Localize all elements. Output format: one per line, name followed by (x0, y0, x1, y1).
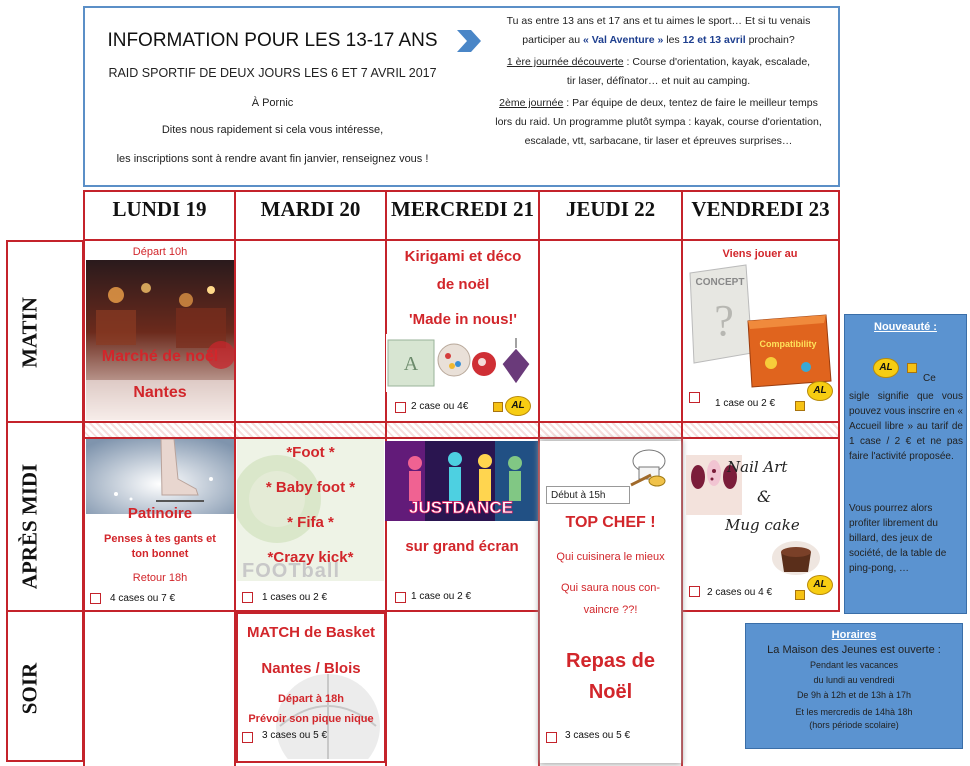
registration-checkbox[interactable] (90, 593, 101, 604)
text-fragment: prochain? (745, 34, 795, 46)
day-header-mercredi: MERCREDI 21 (385, 190, 540, 240)
nouveaute-text-2: Vous pourrez alors profiter librement du billard, des jeux de société, de la table de ping-pong, … (849, 503, 947, 574)
jeudi-am-line1: Qui cuisinera le mieux (556, 551, 665, 563)
chevron-right-icon (457, 30, 481, 52)
lundi-matin-title-city: Nantes (133, 384, 187, 401)
registration-checkbox[interactable] (242, 592, 253, 603)
lundi-am-price: 4 cases ou 7 € (110, 593, 176, 604)
football-watermark: FOOTball (242, 560, 340, 581)
info-right-line: escalade, vtt, sarbacane, tir laser et épreuves surprises… (524, 135, 793, 147)
text-fragment: les (663, 34, 683, 46)
registration-checkbox[interactable] (395, 592, 406, 603)
day-header-lundi: LUNDI 19 (83, 190, 236, 240)
mardi-soir-price: 3 cases ou 5 € (262, 730, 328, 741)
grid-line (681, 239, 683, 766)
vendredi-am-line2: & (757, 487, 772, 506)
nouveaute-panel (844, 314, 967, 614)
al-badge-icon: AL (873, 358, 899, 378)
info-right (480, 12, 837, 151)
grid-line (83, 239, 840, 241)
info-right-line: lors du raid. Un programme plutôt sympa : kayak, course d'orientation, (495, 116, 822, 128)
lundi-am-title: Patinoire (127, 505, 193, 522)
nouveaute-heading: Nouveauté : (874, 321, 937, 333)
registration-checkbox[interactable] (689, 586, 700, 597)
vendredi-am-line3: Mug cake (725, 516, 800, 534)
mardi-am-price: 1 cases ou 2 € (262, 592, 328, 603)
al-checkbox (907, 363, 917, 373)
mardi-am-line2: * Baby foot * (265, 479, 356, 496)
horaires-panel (745, 623, 963, 749)
nouveaute-text: sigle signifie que vous pouvez vous inscrire en « Accueil libre » au tarif de 1 case / 2 € et ne pas faire l'activité proposée. (849, 391, 963, 462)
info-right-line: Tu as entre 13 ans et 17 ans et tu aimes le sport… Et si tu venais (506, 15, 811, 27)
al-badge-icon: AL (807, 575, 833, 595)
text-fragment: participer au (522, 34, 583, 46)
info-title: INFORMATION POUR LES 13-17 ANS (107, 30, 438, 51)
vendredi-matin-lead: Viens jouer au (722, 248, 798, 260)
registration-checkbox[interactable] (242, 732, 253, 743)
registration-checkbox[interactable] (395, 402, 406, 413)
day-header-mardi: MARDI 20 (234, 190, 387, 240)
mardi-soir-title: MATCH de Basket (246, 624, 376, 641)
lundi-am-note: Penses à tes gants et (104, 533, 216, 545)
mardi-soir-depart: Départ à 18h (277, 693, 345, 705)
info-line2: les inscriptions sont à rendre avant fin janvier, renseignez vous ! (116, 153, 429, 165)
kirigami-photo (386, 334, 536, 392)
info-right-line: tir laser, défînator… et nuit au camping. (566, 75, 751, 87)
horaires-line2: du lundi au vendredi (813, 675, 895, 685)
mardi-am-line4: *Crazy kick* (267, 549, 354, 566)
event-dates: 12 et 13 avril (682, 34, 746, 46)
al-badge-icon: AL (807, 381, 833, 401)
text-fragment: : Par équipe de deux, tentez de faire le meilleur temps (563, 97, 818, 109)
grid-line (838, 239, 840, 611)
info-right-line (480, 94, 837, 113)
info-subtitle: RAID SPORTIF DE DEUX JOURS LES 6 ET 7 AVRIL 2017 (108, 66, 437, 80)
al-badge-icon: AL (505, 396, 531, 416)
mercredi-matin-subtitle: 'Made in nous!' (409, 311, 517, 328)
horaires-line1: Pendant les vacances (809, 660, 899, 670)
horaires-line3: De 9h à 12h et de 13h à 17h (796, 690, 912, 700)
jeudi-soir-title-2: Noël (588, 681, 633, 703)
vendredi-am-price: 2 cases ou 4 € (707, 587, 773, 598)
day2-label: 2ème journée (499, 97, 564, 109)
info-line1: Dites nous rapidement si cela vous intéresse, (161, 124, 384, 136)
mercredi-am-price: 1 case ou 2 € (411, 591, 472, 602)
just-dance-image (385, 441, 538, 521)
info-left (85, 8, 460, 185)
al-checkbox[interactable] (493, 402, 503, 412)
grid-line (83, 421, 840, 423)
period-label-apres-midi: APRÈS MIDI (17, 463, 42, 590)
jeudi-am-line2: Qui saura nous con- (560, 582, 661, 594)
event-name: « Val Aventure » (582, 34, 664, 46)
board-games-image (686, 263, 834, 393)
vendredi-matin-price: 1 case ou 2 € (715, 398, 776, 409)
horaires-heading: Horaires (831, 629, 877, 641)
chef-hat-icon (627, 447, 671, 489)
mercredi-am-title: sur grand écran (405, 538, 519, 555)
mercredi-matin-title: Kirigami et déco (404, 248, 522, 265)
lundi-matin-title: Marché de noël (101, 348, 219, 365)
grid-line (83, 610, 840, 612)
nouveaute-ce: Ce (923, 373, 936, 384)
ice-skating-photo (86, 439, 234, 514)
game-concept-label: CONCEPT (695, 277, 745, 288)
al-checkbox[interactable] (795, 590, 805, 600)
horaires-line5: (hors période scolaire) (809, 720, 899, 730)
day1-label: 1 ère journée découverte (506, 56, 624, 68)
jeudi-soir-title: Repas de (566, 650, 655, 672)
mercredi-matin-price: 2 case ou 4€ (411, 401, 469, 412)
info-box (83, 6, 840, 187)
info-right-line (480, 53, 837, 72)
mardi-soir-note: Prévoir son pique nique (248, 713, 374, 725)
period-label-soir: SOIR (17, 662, 42, 715)
jeudi-am-title: TOP CHEF ! (565, 514, 656, 531)
vendredi-am-line1: Nail Art (727, 458, 788, 476)
horaires-line4: Et les mercredis de 14hà 18h (795, 707, 913, 717)
mardi-am-line1: *Foot * (286, 444, 335, 461)
lundi-am-note-2: ton bonnet (131, 548, 189, 560)
jeudi-am-line3: vaincre ??! (583, 604, 638, 616)
game-compatibility-label: Compatibility (759, 339, 817, 349)
info-right-line (480, 31, 837, 50)
horaires-main: La Maison des Jeunes est ouverte : (767, 644, 941, 656)
mercredi-matin-title-2: de noël (436, 276, 490, 293)
al-checkbox[interactable] (795, 401, 805, 411)
kirigami-image (386, 334, 536, 392)
text-fragment: : Course d'orientation, kayak, escalade, (623, 56, 811, 68)
jeudi-soir-price: 3 cases ou 5 € (565, 730, 631, 741)
ice-skate-image (86, 439, 234, 514)
just-dance-photo (385, 441, 538, 521)
day-header-vendredi: VENDREDI 23 (681, 190, 840, 240)
lundi-am-retour: Retour 18h (132, 572, 188, 584)
just-dance-logo: JUSTDANCE (409, 498, 513, 517)
mardi-am-line3: * Fifa * (287, 514, 334, 531)
registration-checkbox[interactable] (689, 392, 700, 403)
svg-text:?: ? (714, 296, 734, 345)
period-label-matin: MATIN (17, 297, 42, 368)
mug-cake-image (771, 538, 821, 576)
mardi-soir-teams: Nantes / Blois (261, 660, 361, 677)
registration-checkbox[interactable] (546, 732, 557, 743)
lundi-matin-depart: Départ 10h (132, 246, 188, 258)
svg-text:A: A (403, 353, 419, 375)
board-games-photo (686, 263, 834, 393)
jeudi-am-debut: Début à 15h (546, 486, 630, 504)
info-place: À Pornic (251, 97, 294, 109)
day-header-jeudi: JEUDI 22 (538, 190, 683, 240)
